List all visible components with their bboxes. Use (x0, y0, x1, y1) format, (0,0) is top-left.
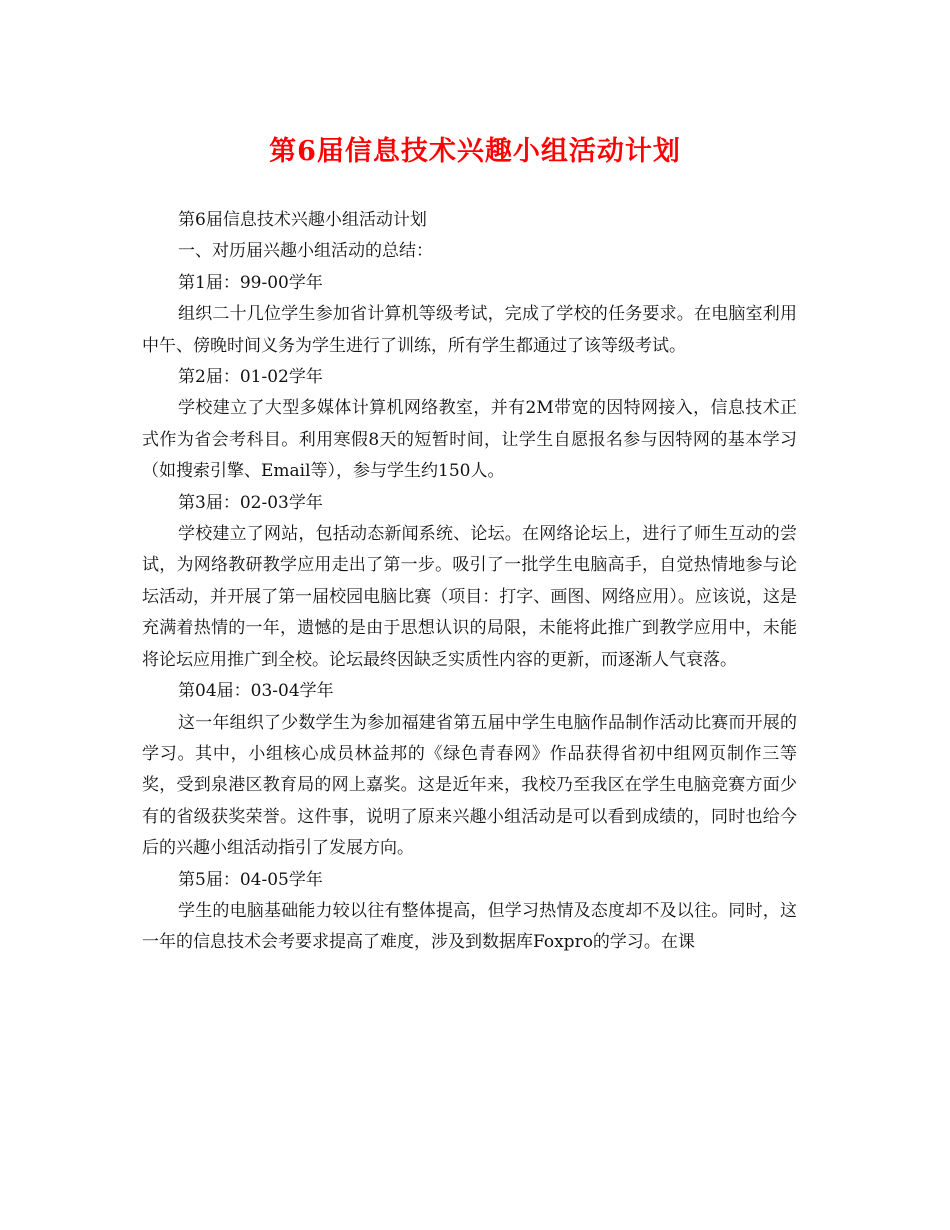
term-heading-1: 第1届：99-00学年 (178, 272, 323, 293)
term-heading-3: 第3届：02-03学年 (178, 492, 323, 513)
term-paragraph-4: 这一年组织了少数学生为参加福建省第五届中学生电脑作品制作活动比赛而开展的学习。其中，小组核心成员林益邦的《绿色青春网》作品获得省初中组网页制作三等奖，受到泉港区教育局的网上嘉奖。这是近年来，我校乃至我区在学生电脑竞赛方面少有的省级获奖荣誉。这件事，说明了原来兴趣小组活动是可以看到成绩的，同时也给今后的兴趣小组活动指引了发展方向。 (142, 712, 797, 859)
section-heading: 一、对历届兴趣小组活动的总结： (178, 241, 433, 262)
paragraph-heading: 第6届信息技术兴趣小组活动计划 (178, 210, 427, 230)
term-heading-2: 第2届：01-02学年 (178, 367, 323, 388)
document-body (142, 205, 797, 959)
term-paragraph-1: 组织二十几位学生参加省计算机等级考试，完成了学校的任务要求。在电脑室利用中午、傍晚时间义务为学生进行了训练，所有学生都通过了该等级考试。 (142, 304, 797, 356)
term-heading-4: 第04届：03-04学年 (178, 681, 334, 702)
term-paragraph-5: 学生的电脑基础能力较以往有整体提高，但学习热情及态度却不及以往。同时，这一年的信息技术会考要求提高了难度，涉及到数据库Foxpro的学习。在课 (142, 900, 797, 953)
term-heading-5: 第5届：04-05学年 (178, 869, 323, 890)
document-title: 第6届信息技术兴趣小组活动计划 (269, 136, 681, 167)
term-paragraph-2: 学校建立了大型多媒体计算机网络教室，并有2M带宽的因特网接入，信息技术正式作为省会考科目。利用寒假8天的短暂时间，让学生自愿报名参与因特网的基本学习（如搜索引擎、Email等），参与学生约150人。 (142, 398, 797, 482)
term-paragraph-3: 学校建立了网站，包括动态新闻系统、论坛。在网络论坛上，进行了师生互动的尝试，为网络教研教学应用走出了第一步。吸引了一批学生电脑高手，自觉热情地参与论坛活动，并开展了第一届校园电脑比赛（项目：打字、画图、网络应用）。应该说，这是充满着热情的一年，遗憾的是由于思想认识的局限，未能将此推广到教学应用中，未能将论坛应用推广到全校。论坛最终因缺乏实质性内容的更新，而逐渐人气衰落。 (142, 524, 797, 670)
